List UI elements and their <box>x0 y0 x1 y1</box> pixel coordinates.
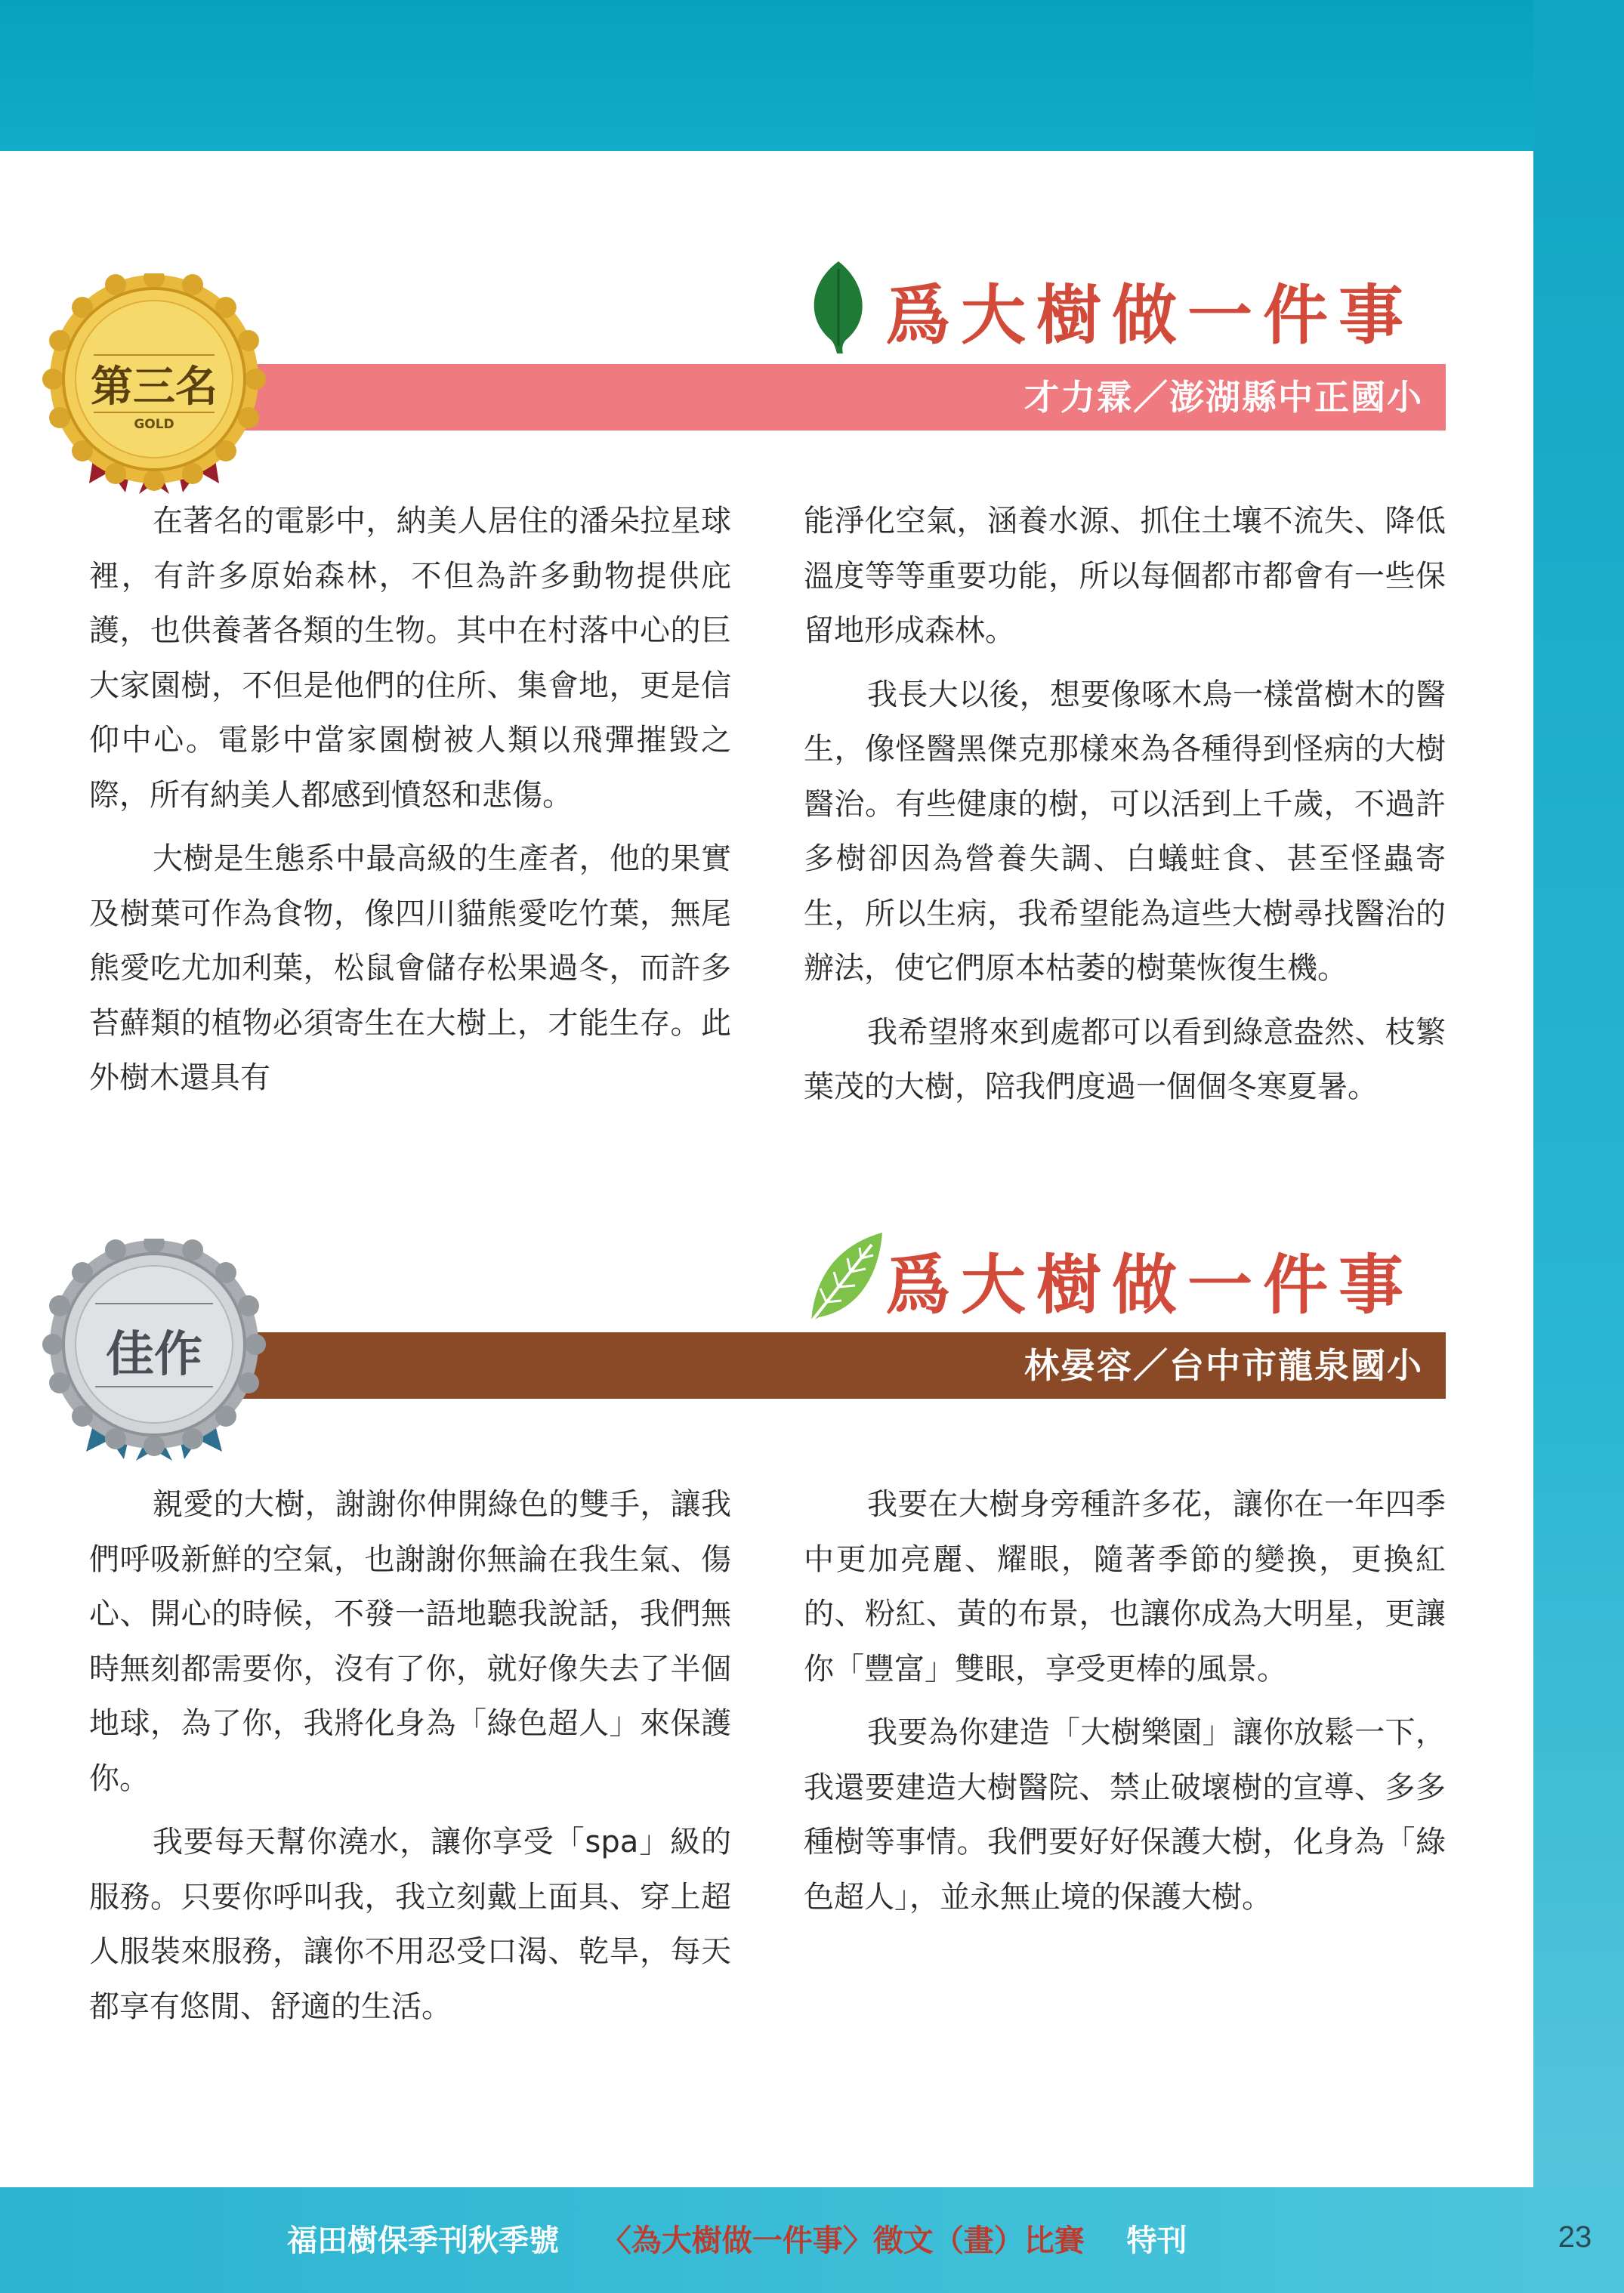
award-label: 佳作 <box>106 1327 202 1383</box>
silver-medal <box>41 1239 267 1465</box>
footer-contest: 〈為大樹做一件事〉徵文（畫）比賽 <box>601 2224 1085 2258</box>
entry2-left-paragraph: 我要每天幫你澆水，讓你享受「spa」級的服務。只要你呼叫我，我立刻戴上面具、穿上超人服裝來服務，讓你不用忍受口渴、乾旱，每天都享有悠閒、舒適的生活。 <box>89 1825 731 2024</box>
gold-medal <box>41 273 267 500</box>
entry1-author-band <box>121 364 1446 431</box>
entry2-left-column <box>89 1477 731 2043</box>
entry1-right-column <box>804 494 1446 1124</box>
footer <box>287 2214 1187 2267</box>
award-sublabel: GOLD <box>134 417 174 432</box>
leaf-icon <box>799 257 875 356</box>
entry2-right-column <box>804 1477 1446 1933</box>
entry2-right-paragraph: 我要在大樹身旁種許多花，讓你在一年四季中更加亮麗、耀眼，隨著季節的變換，更換紅的、粉紅、黃的布景，也讓你成為大明星，更讓你「豐富」雙眼，享受更棒的風景。 <box>804 1487 1446 1687</box>
entry1-right-paragraph: 我長大以後，想要像啄木鳥一樣當樹木的醫生，像怪醫黑傑克那樣來為各種得到怪病的大樹醫治。有些健康的樹，可以活到上千歲，不過許多樹卻因為營養失調、白蟻蛀食、甚至怪蟲寄生，所以生病，我希望能為這些大樹尋找醫治的辦法，使它們原本枯萎的樹葉恢復生機。 <box>804 677 1446 986</box>
entry2-author: 林晏容／台中市龍泉國小 <box>1024 1345 1423 1386</box>
entry1-right-paragraph: 我希望將來到處都可以看到綠意盎然、枝繁葉茂的大樹，陪我們度過一個個冬寒夏暑。 <box>804 1014 1446 1104</box>
entry1-title: 爲大樹做一件事 <box>885 277 1414 353</box>
right-border <box>1533 0 1624 2293</box>
entry1-left-paragraph: 大樹是生態系中最高級的生產者，他的果實及樹葉可作為食物，像四川貓熊愛吃竹葉，無尾熊愛吃尤加利葉，松鼠會儲存松果過冬，而許多苔蘚類的植物必須寄生在大樹上，才能生存。此外樹木還具有 <box>89 841 731 1095</box>
award-label: 第三名 <box>91 363 218 412</box>
entry2-left-paragraph: 親愛的大樹，謝謝你伸開綠色的雙手，讓我們呼吸新鮮的空氣，也謝謝你無論在我生氣、傷心、開心的時候，不發一語地聽我說話，我們無時無刻都需要你，沒有了你，就好像失去了半個地球，為了你，我將化身為「綠色超人」來保護你。 <box>89 1487 731 1796</box>
entry2-author-band <box>121 1332 1446 1399</box>
entry2-title: 爲大樹做一件事 <box>885 1247 1414 1323</box>
top-border <box>0 0 1624 151</box>
entry2-right-paragraph: 我要為你建造「大樹樂園」讓你放鬆一下，我還要建造大樹醫院、禁止破壞樹的宣導、多多種樹等事情。我們要好好保護大樹，化身為「綠色超人」，並永無止境的保護大樹。 <box>804 1715 1446 1915</box>
entry1-left-column <box>89 494 731 1115</box>
page-number: 23 <box>1558 2220 1592 2254</box>
entry1-author: 才力霖／澎湖縣中正國小 <box>1024 377 1423 418</box>
footer-special: 特刊 <box>1126 2224 1187 2258</box>
entry1-left-paragraph: 在著名的電影中，納美人居住的潘朵拉星球裡，有許多原始森林，不但為許多動物提供庇護，也供養著各類的生物。其中在村落中心的巨大家園樹，不但是他們的住所、集會地，更是信仰中心。電影中當家園樹被人類以飛彈摧毀之際，所有納美人都感到憤怒和悲傷。 <box>89 504 731 813</box>
leaf-icon <box>804 1228 888 1326</box>
footer-publication: 福田樹保季刊秋季號 <box>287 2224 559 2258</box>
entry1-right-paragraph: 能淨化空氣，涵養水源、抓住土壤不流失、降低溫度等等重要功能，所以每個都市都會有一些保留地形成森林。 <box>804 504 1446 648</box>
